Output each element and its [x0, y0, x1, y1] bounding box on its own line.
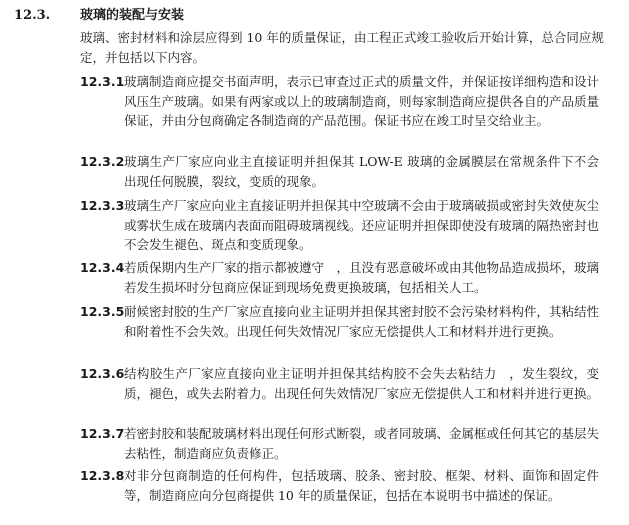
clause-number: 12.3.7 [80, 426, 125, 441]
clause-12-3-8 [80, 466, 615, 505]
clause-text: 玻璃制造商应提交书面声明，表示已审查过正式的质量文件，并保证按详细构造和设计风压生产玻璃。如果有两家或以上的玻璃制造商，则每家制造商应提供各自的产品质量保证，并由分包商确定各制造商的产品范围。保证书应在竣工时呈交给业主。 [124, 74, 600, 128]
clause-12-3-1 [80, 72, 615, 131]
clause-12-3-6 [80, 364, 615, 403]
clause-12-3-5 [80, 302, 615, 341]
clause-number: 12.3.5 [80, 304, 125, 319]
clause-text: 对非分包商制造的任何构件，包括玻璃、胶条、密封胶、框架、材料、面饰和固定件等，制造商应向分包商提供 10 年的质量保证，包括在本说明书中描述的保证。 [124, 468, 599, 503]
clause-text: 玻璃生产厂家应向业主直接证明并担保其中空玻璃不会由于玻璃破损或密封失效使灰尘或雾状生成在玻璃内表面而阻碍玻璃视线。还应证明并担保即使没有玻璃的隔热密封也不会发生褪色、斑点和变质现象。 [124, 198, 600, 252]
clause-number: 12.3.2 [80, 154, 125, 169]
clause-12-3-3 [80, 196, 615, 255]
clause-text: 若质保期内生产厂家的指示都被遵守 ，且没有恶意破坏或由其他物品造成损坏，玻璃若发生损坏时分包商应保证到现场免费更换玻璃，包括相关人工。 [124, 260, 600, 295]
clause-text: 玻璃生产厂家应向业主直接证明并担保其 LOW-E 玻璃的金属膜层在常规条件下不会出现任何脱膜，裂纹，变质的现象。 [124, 154, 599, 189]
section-number: 12.3. [14, 8, 51, 23]
clause-number: 12.3.4 [80, 260, 125, 275]
clause-12-3-7 [80, 424, 615, 463]
clause-text: 耐候密封胶的生产厂家应直接向业主证明并担保其密封胶不会污染材料构件，其粘结性和附着性不会失效。出现任何失效情况厂家应无偿提供人工和材料并进行更换。 [124, 304, 600, 339]
clause-number: 12.3.3 [80, 198, 125, 213]
clause-text: 结构胶生产厂家应直接向业主证明并担保其结构胶不会失去粘结力 ，发生裂纹，变质，褪色，或失去附着力。出现任何失效情况厂家应无偿提供人工和材料并进行更换。 [124, 366, 600, 401]
section-title: 玻璃的装配与安装 [80, 8, 185, 23]
clause-12-3-2 [80, 152, 615, 191]
clause-number: 12.3.8 [80, 468, 125, 483]
clause-text: 若密封胶和装配玻璃材料出现任何形式断裂，或者同玻璃、金属框或任何其它的基层失去粘性，制造商应负责修正。 [124, 426, 600, 461]
clause-number: 12.3.6 [80, 366, 125, 381]
section-intro: 玻璃、密封材料和涂层应得到 10 年的质量保证，由工程正式竣工验收后开始计算，总合同应规定，并包括以下内容。 [80, 30, 604, 65]
clause-12-3-4 [80, 258, 615, 297]
clause-number: 12.3.1 [80, 74, 125, 89]
section-heading [14, 6, 614, 26]
